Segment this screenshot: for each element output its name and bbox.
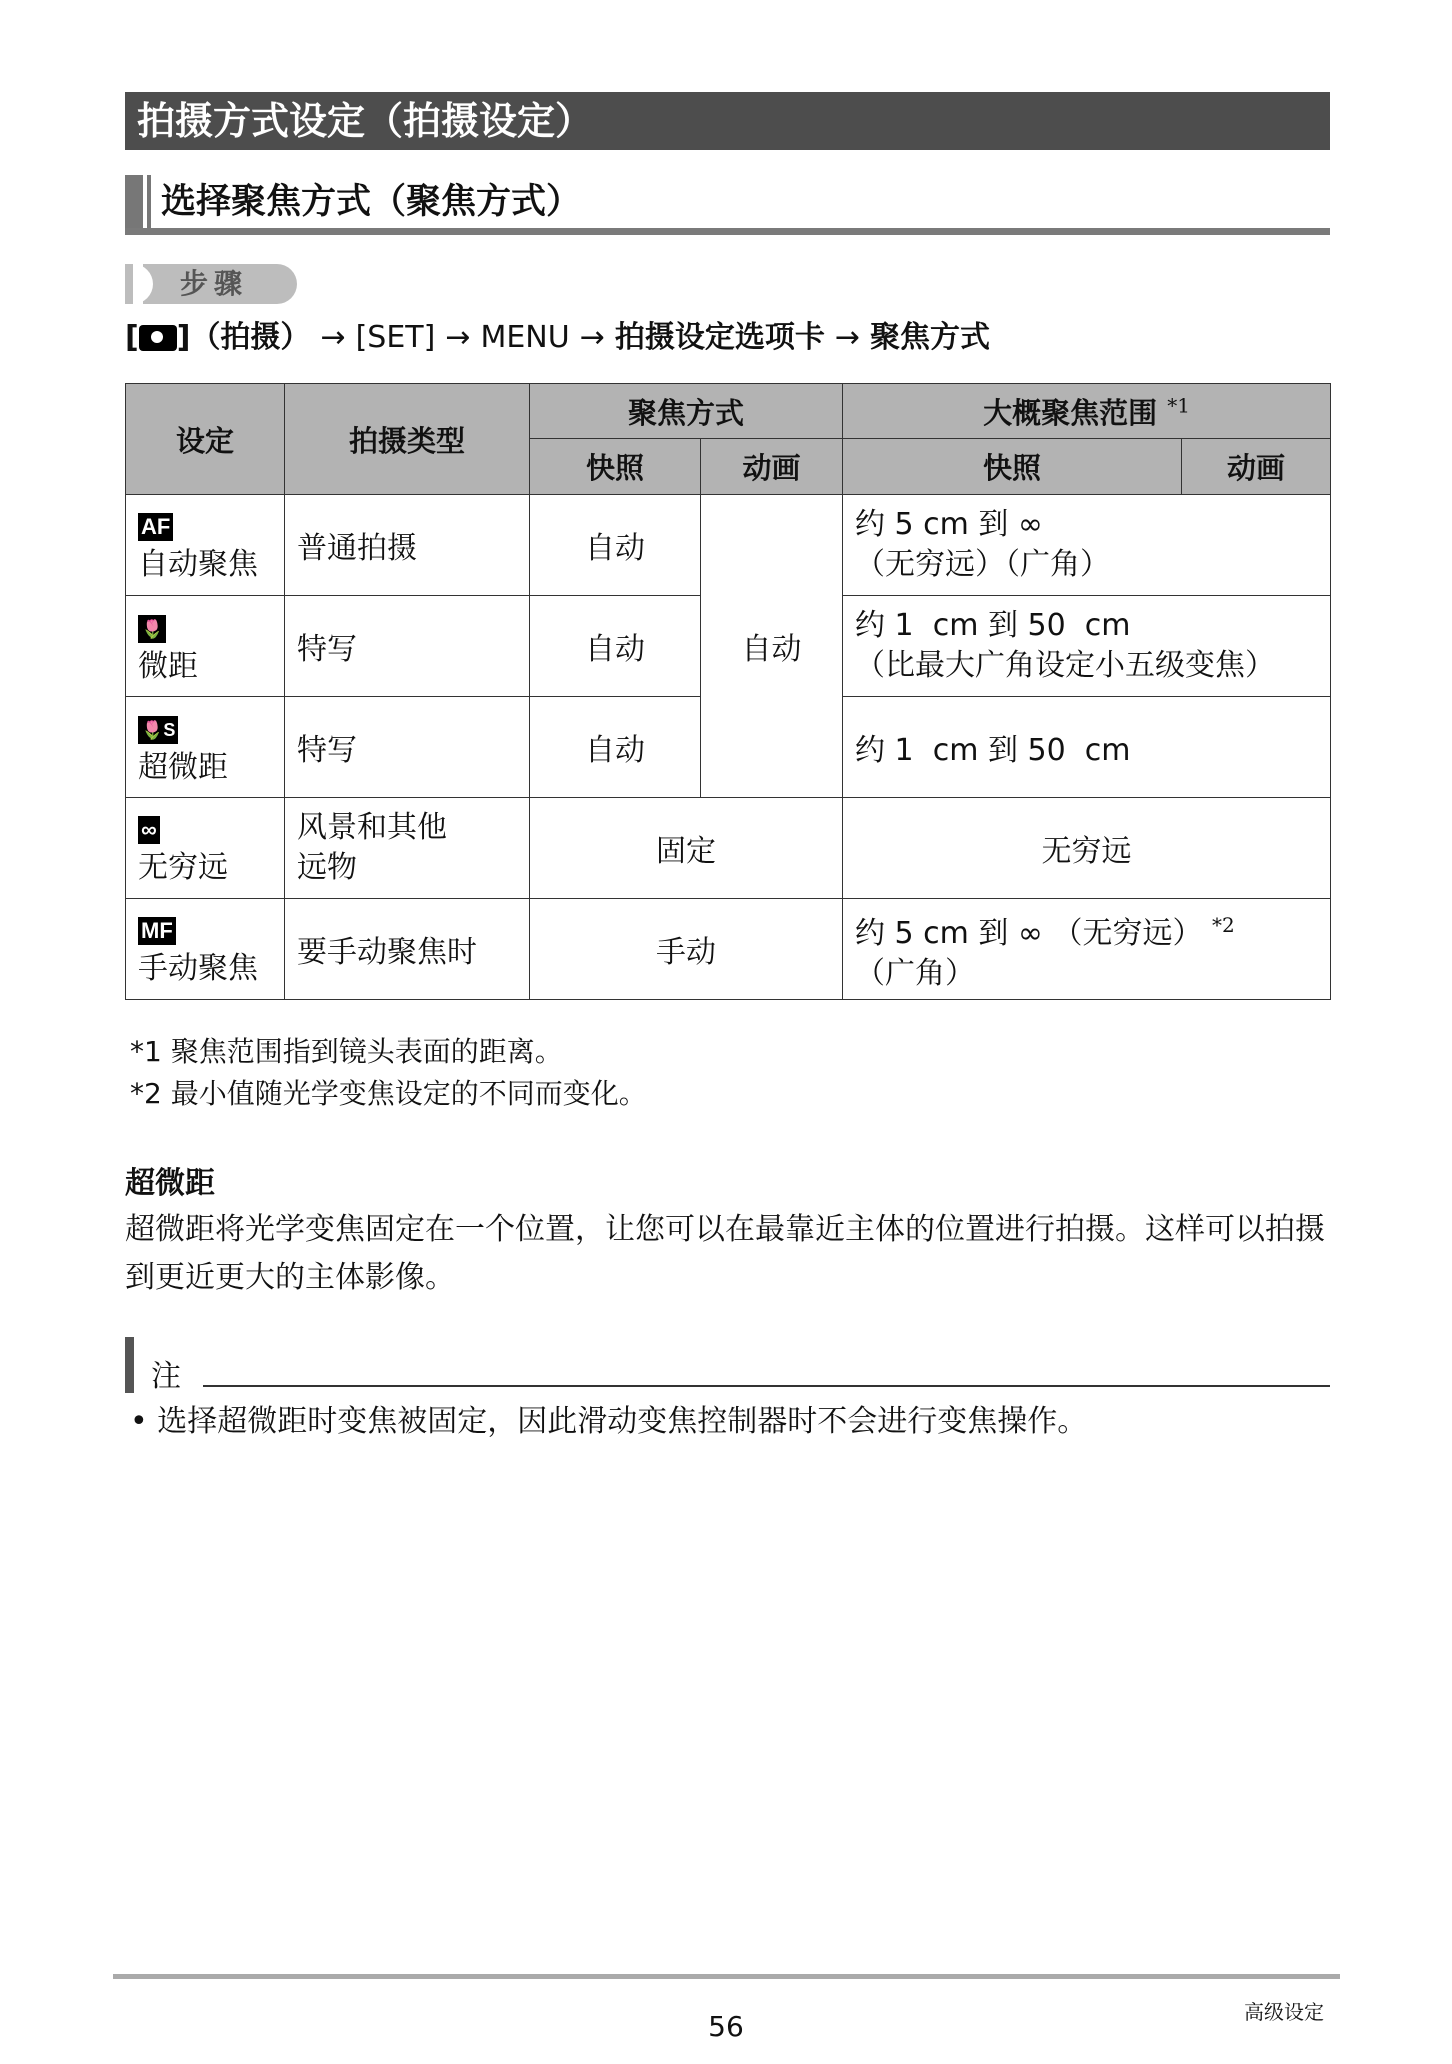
nav-menu: MENU xyxy=(480,320,570,355)
section-subtitle xyxy=(125,175,1330,235)
focus-movie: 自动 xyxy=(701,495,843,798)
nav-set: [SET] xyxy=(355,320,436,355)
section-paragraph: 超微距将光学变焦固定在一个位置，让您可以在最靠近主体的位置进行拍摄。这样可以拍摄到更近更大的主体影像。 xyxy=(125,1212,1325,1295)
setting-name: 微距 xyxy=(138,648,198,684)
focus-snapshot: 自动 xyxy=(530,697,701,798)
footnote-1: *1 聚焦范围指到镜头表面的距离。 xyxy=(130,1035,563,1068)
shoot-type: 要手动聚焦时 xyxy=(285,899,530,1000)
steps-edge xyxy=(125,264,133,304)
shoot-type: 风景和其他远物 xyxy=(285,798,530,899)
focus-snapshot: 自动 xyxy=(530,495,701,596)
footnote-ref: *2 xyxy=(1212,912,1235,937)
footnote-2: *2 最小值随光学变焦设定的不同而变化。 xyxy=(130,1077,647,1110)
subtitle-bar-thin xyxy=(147,175,151,235)
header-range-movie: 动画 xyxy=(1182,439,1331,495)
camera-icon xyxy=(139,325,177,351)
footer-section-name: 高级设定 xyxy=(1244,2000,1324,2024)
steps-label: 步骤 xyxy=(180,267,249,300)
nav-tab: 拍摄设定选项卡 xyxy=(614,320,825,355)
header-snapshot: 快照 xyxy=(530,439,701,495)
range-line1: 约 5 cm 到 ∞ xyxy=(855,507,1043,542)
note-header xyxy=(125,1337,1330,1393)
footnote-ref: *1 xyxy=(1167,392,1190,417)
table-row xyxy=(126,798,1331,899)
shoot-type: 特写 xyxy=(285,697,530,798)
setting-name: 无穷远 xyxy=(138,850,228,885)
note-bar xyxy=(125,1337,134,1393)
header-range xyxy=(843,384,1331,439)
range-line2: （比最大广角设定小五级变焦） xyxy=(855,648,1276,683)
arrow-icon: → xyxy=(579,320,605,355)
table-row xyxy=(126,899,1331,1000)
footer-rule xyxy=(113,1974,1340,1979)
header-shoot-type: 拍摄类型 xyxy=(285,384,530,495)
af-icon: AF xyxy=(138,513,173,541)
range-line1: 约 5 cm 到 ∞ （无穷远） xyxy=(855,915,1203,951)
focus-mode-table xyxy=(125,383,1331,1000)
header-setting: 设定 xyxy=(126,384,285,495)
macro-icon: 🌷 xyxy=(138,615,166,643)
header-focus-mode: 聚焦方式 xyxy=(530,384,843,439)
header-movie: 动画 xyxy=(701,439,843,495)
range-line2: （无穷远）（广角） xyxy=(855,547,1111,582)
focus-snapshot: 自动 xyxy=(530,596,701,697)
subtitle-underline xyxy=(125,228,1330,235)
section-heading: 超微距 xyxy=(125,1166,215,1201)
page-title: 拍摄方式设定（拍摄设定） xyxy=(125,92,1330,150)
arrow-icon: → xyxy=(445,320,471,355)
arrow-icon: → xyxy=(834,320,860,355)
nav-shoot: （拍摄） xyxy=(190,320,311,355)
infinity-icon: ∞ xyxy=(138,816,160,844)
focus-mode: 固定 xyxy=(530,798,843,899)
range-line1: 无穷远 xyxy=(843,798,1331,899)
mf-icon: MF xyxy=(138,917,176,945)
focus-mode: 手动 xyxy=(530,899,843,1000)
header-range-text: 大概聚焦范围 xyxy=(983,395,1158,430)
nav-item: 聚焦方式 xyxy=(869,320,990,355)
note-bullet: • 选择超微距时变焦被固定，因此滑动变焦控制器时不会进行变焦操作。 xyxy=(130,1404,1088,1439)
arrow-icon: → xyxy=(320,320,346,355)
setting-name: 自动聚焦 xyxy=(138,547,258,582)
subtitle-text: 选择聚焦方式（聚焦方式） xyxy=(161,182,582,222)
setting-name: 超微距 xyxy=(138,749,228,785)
navigation-path: [ ]（拍摄） → [SET] → MENU → 拍摄设定选项卡 → 聚焦方式 xyxy=(125,320,990,355)
range-line2: （广角） xyxy=(855,955,976,991)
super-macro-icon: 🌷S xyxy=(138,716,178,744)
range-line1: 约 1 cm 到 50 cm xyxy=(843,697,1331,798)
note-rule xyxy=(203,1385,1330,1387)
table-row xyxy=(126,495,1331,596)
shoot-type: 特写 xyxy=(285,596,530,697)
note-label: 注 xyxy=(151,1359,181,1394)
shoot-type: 普通拍摄 xyxy=(285,495,530,596)
page-number: 56 xyxy=(708,2010,744,2043)
header-range-snapshot: 快照 xyxy=(843,439,1182,495)
setting-name: 手动聚焦 xyxy=(138,951,258,986)
range-line1: 约 1 cm 到 50 cm xyxy=(855,608,1131,643)
steps-badge xyxy=(125,264,297,304)
subtitle-bar xyxy=(125,175,143,235)
